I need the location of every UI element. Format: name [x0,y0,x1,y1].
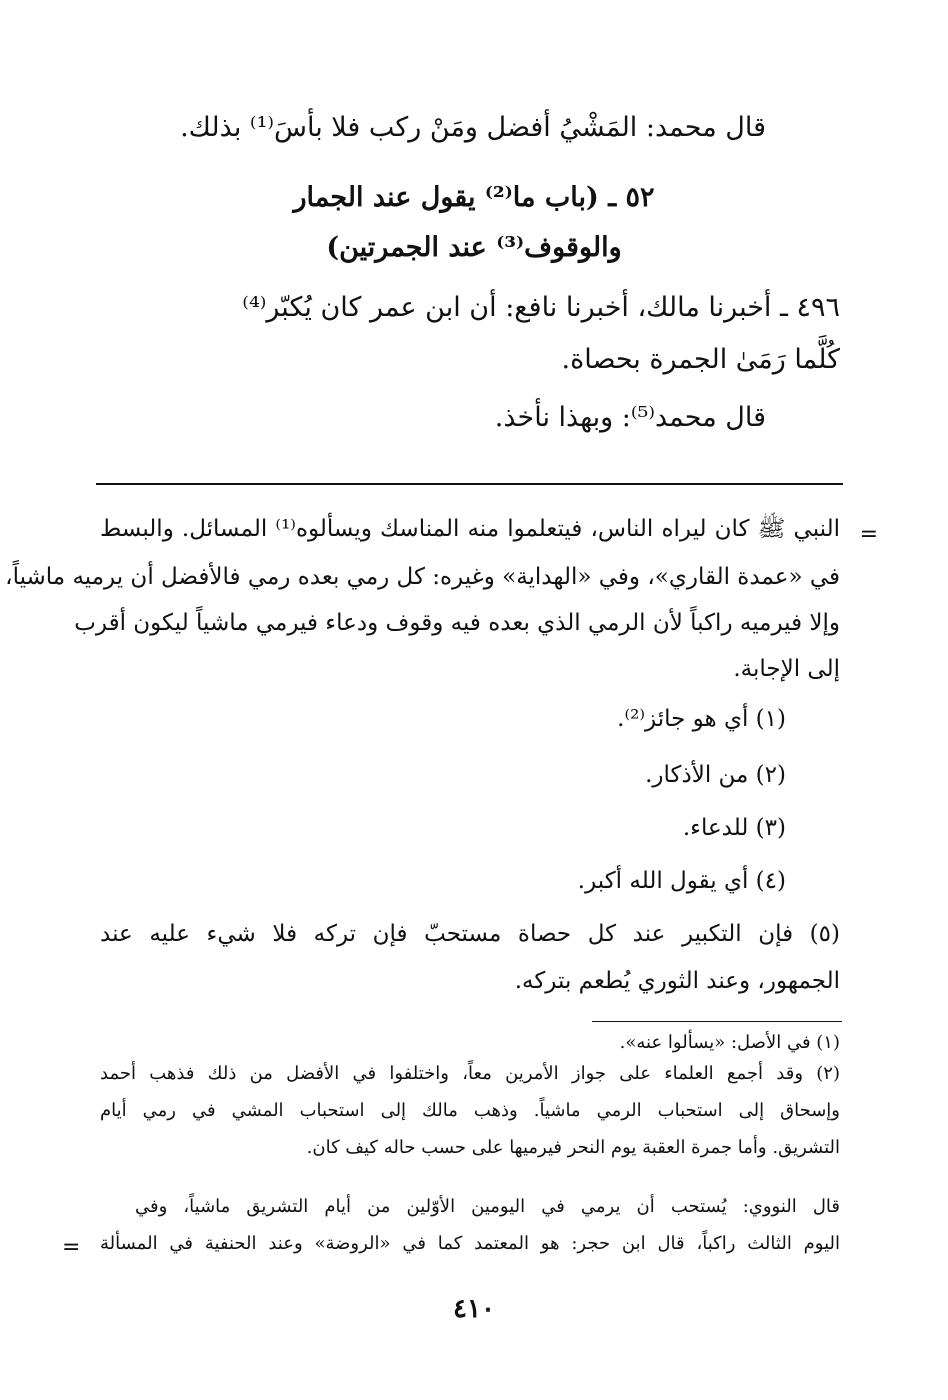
note-4: (٤) أي يقول الله أكبر. [577,868,786,894]
note-3: (٣) للدعاء. [682,815,786,841]
hadith-line-2: كُلَّما رَمَىٰ الجمرة بحصاة. [561,344,840,375]
note-1: (١) أي هو جائز⁽²⁾. [617,706,786,732]
continuation-marker-top: = [859,522,878,547]
qal-muhammad-line: قال محمد⁽⁵⁾: وبهذا نأخذ. [494,402,766,433]
commentary-line-1: النبي ﷺ كان ليراه الناس، فيتعلموا منه المناسك ويسألوه⁽¹⁾ المسائل. والبسط [100,516,840,542]
commentary-line-3: وإلا فيرميه راكباً لأن الرمي الذي بعده فيه وقوف ودعاء فيرمي ماشياً ليكون أقرب [74,610,840,636]
footnote-1: (١) في الأصل: «يسألوا عنه». [619,1032,840,1053]
chapter-title-line-2: والوقوف⁽³⁾ عند الجمرتين) [326,232,622,263]
page-number: ٤١٠ [453,1294,495,1324]
footnote-2-line-1: (٢) وقد أجمع العلماء على جواز الأمرين معاً، واختلفوا في الأفضل من ذلك فذهب أحمد [100,1063,840,1084]
main-separator-rule [96,483,843,485]
main-text-line-1: قال محمد: المَشْيُ أفضل ومَنْ ركب فلا بأسَ⁽¹⁾ بذلك. [180,112,766,143]
nawawi-line-2: اليوم الثالث راكباً، قال ابن حجر: هو المعتمد كما في «الروضة» وعند الحنفية في المسألة [100,1233,840,1254]
footnote-2-line-2: وإسحاق إلى استحباب الرمي ماشياً. وذهب مالك إلى استحباب المشي في رمي أيام [100,1100,840,1121]
footnote-2-line-3: التشريق. وأما جمرة العقبة يوم النحر فيرميها على حسب حاله كيف كان. [306,1137,840,1158]
note-5-line-1: (٥) فإن التكبير عند كل حصاة مستحبّ فإن تركه فلا شيء عليه عند [100,921,840,947]
commentary-line-4: إلى الإجابة. [733,656,840,682]
chapter-title-line-1: ٥٢ ـ (باب ما⁽²⁾ يقول عند الجمار [293,182,655,213]
hadith-line-1: ٤٩٦ ـ أخبرنا مالك، أخبرنا نافع: أن ابن عمر كان يُكبّر⁽⁴⁾ [242,292,840,323]
note-2: (٢) من الأذكار. [645,762,786,788]
note-5-line-2: الجمهور، وعند الثوري يُطعم بتركه. [514,968,840,994]
commentary-line-2: في «عمدة القاري»، وفي «الهداية» وغيره: كل رمي بعده رمي فالأفضل أن يرميه ماشياً، [5,564,840,590]
continuation-marker-bottom: = [62,1235,81,1260]
nawawi-line-1: قال النووي: يُستحب أن يرمي في اليومين الأوّلين من أيام التشريق ماشياً، وفي [135,1196,840,1217]
footnote-separator-rule [592,1021,842,1022]
